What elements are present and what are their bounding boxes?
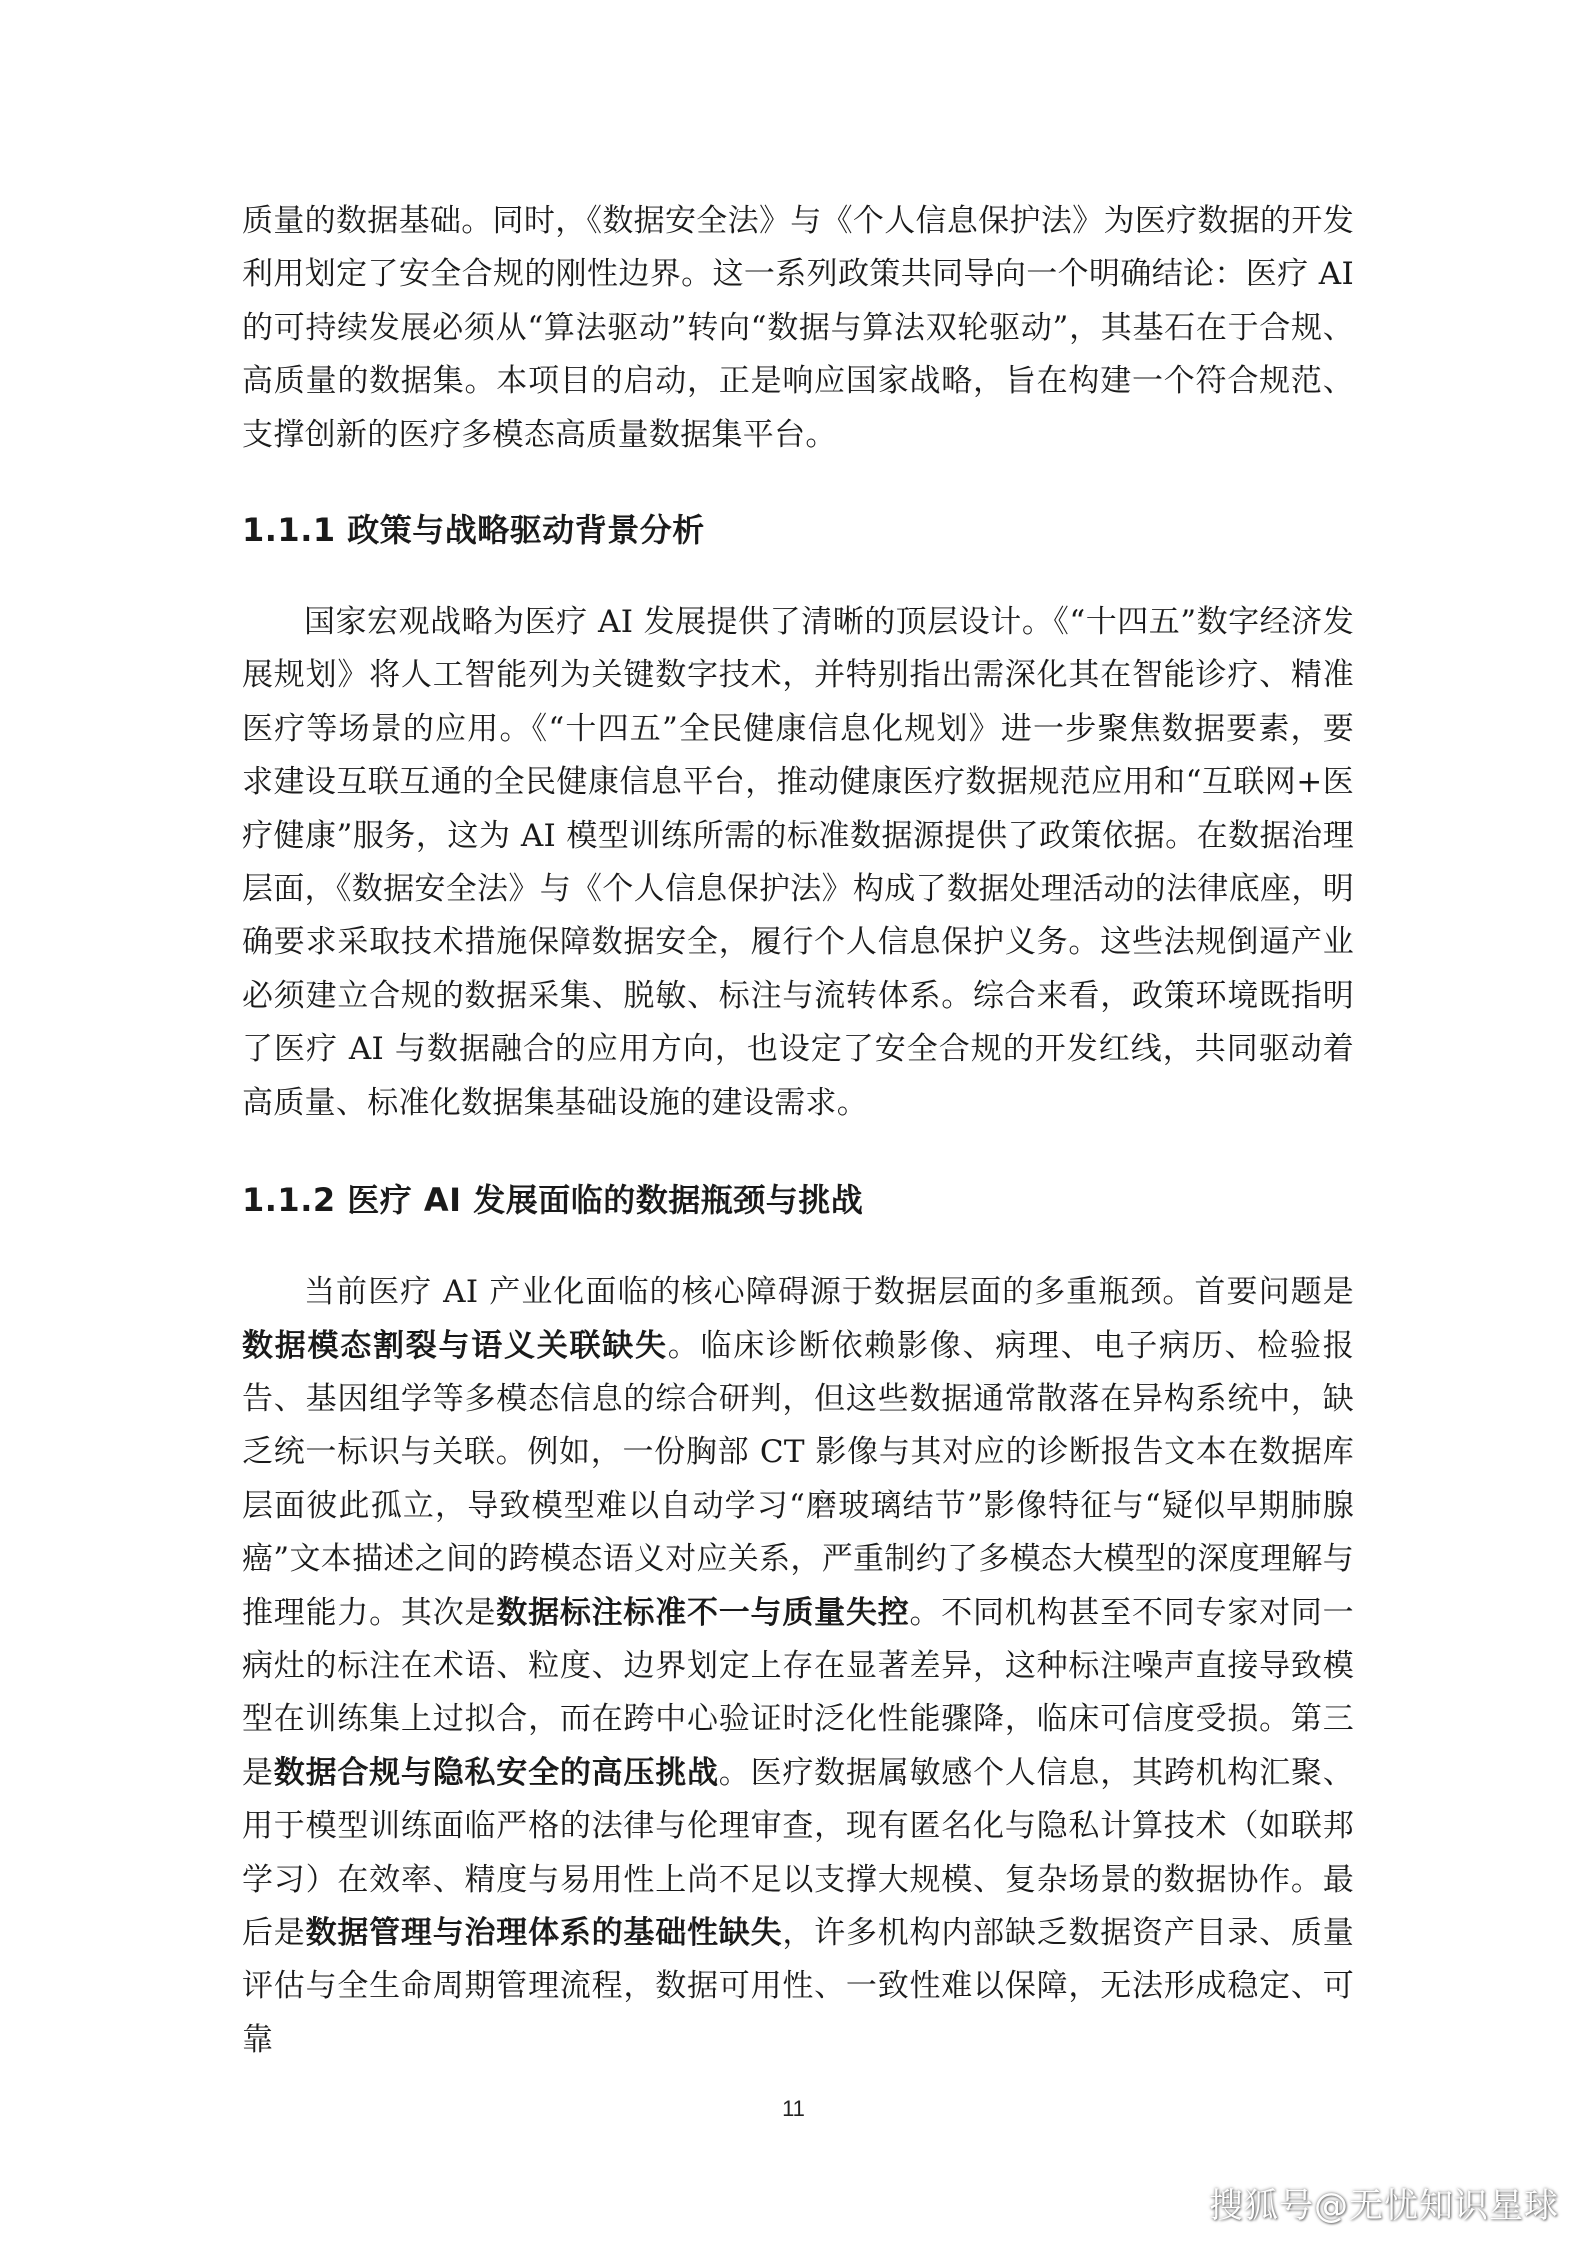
- bold-phrase-governance: 数据管理与治理体系的基础性缺失: [305, 1914, 783, 1951]
- page-number: 11: [782, 2096, 805, 2121]
- section-1-1-2-paragraph: [242, 1266, 1354, 2067]
- section-heading-1-1-2: 1.1.2 医疗 AI 发展面临的数据瓶颈与挑战: [242, 1181, 864, 1220]
- text-run: 。医疗数据属敏感个人信息，其跨机构汇聚、用于模型训练面临严格的法律与伦理审查，现有匿名化与隐私计算技术（如联邦学习）在效率、精度与易用性上尚不足以支撑大规模、复杂场景的数据协作。最后是: [242, 1754, 1355, 1951]
- text-run: 当前医疗 AI 产业化面临的核心障碍源于数据层面的多重瓶颈。首要问题是: [304, 1274, 1354, 1311]
- section-heading-1-1-1: 1.1.1 政策与战略驱动背景分析: [242, 511, 705, 550]
- bold-phrase-annotation: 数据标注标准不一与质量失控: [496, 1594, 910, 1631]
- document-body: [242, 195, 1354, 2067]
- bold-phrase-modality: 数据模态割裂与语义关联缺失: [242, 1327, 668, 1364]
- section-1-1-1-paragraph: 国家宏观战略为医疗 AI 发展提供了清晰的顶层设计。《“十四五”数字经济发展规划》将人工智能列为关键数字技术，并特别指出需深化其在智能诊疗、精准医疗等场景的应用。《“十四五”全民健康信息化规划》进一步聚焦数据要素，要求建设互联互通的全民健康信息平台，推动健康医疗数据规范应用和“互联网+医疗健康”服务，这为 AI 模型训练所需的标准数据源提供了政策依据。在数据治理层面，《数据安全法》与《个人信息保护法》构成了数据处理活动的法律底座，明确要求采取技术措施保障数据安全，履行个人信息保护义务。这些法规倒逼产业必须建立合规的数据采集、脱敏、标注与流转体系。综合来看，政策环境既指明了医疗 AI 与数据融合的应用方向，也设定了安全合规的开发红线，共同驱动着高质量、标准化数据集基础设施的建设需求。: [242, 604, 1354, 1121]
- bold-phrase-compliance: 数据合规与隐私安全的高压挑战: [273, 1754, 719, 1791]
- text-run: 。不同机构甚至不同专家对同一病灶的标注在术语、粒度、边界划定上存在显著差异，这种标注噪声直接导致模型在训练集上过拟合，而在跨中心验证时泛化性能骤降，临床可信度受损。第三是: [242, 1594, 1354, 1791]
- text-run: ，许多机构内部缺乏数据资产目录、质量评估与全生命周期管理流程，数据可用性、一致性难以保障，无法形成稳定、可靠: [242, 1914, 1354, 2058]
- intro-paragraph: 质量的数据基础。同时，《数据安全法》与《个人信息保护法》为医疗数据的开发利用划定了安全合规的刚性边界。这一系列政策共同导向一个明确结论：医疗 AI 的可持续发展必须从“算法驱动”转向“数据与算法双轮驱动”，其基石在于合规、高质量的数据集。本项目的启动，正是响应国家战略，旨在构建一个符合规范、支撑创新的医疗多模态高质量数据集平台。: [242, 203, 1354, 453]
- watermark-text: 搜狐号@无忧知识星球: [1209, 2186, 1559, 2226]
- text-run: 。临床诊断依赖影像、病理、电子病历、检验报告、基因组学等多模态信息的综合研判，但这些数据通常散落在异构系统中，缺乏统一标识与关联。例如，一份胸部 CT 影像与其对应的诊断报告文本在数据库层面彼此孤立，导致模型难以自动学习“磨玻璃结节”影像特征与“疑似早期肺腺癌”文本描述之间的跨模态语义对应关系，严重制约了多模态大模型的深度理解与推理能力。其次是: [242, 1327, 1354, 1631]
